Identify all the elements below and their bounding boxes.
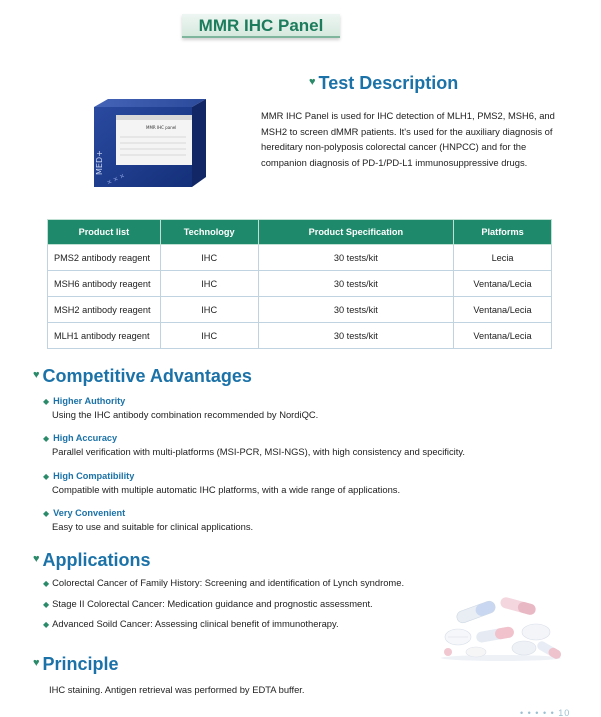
diamond-icon: ◆	[43, 472, 50, 481]
cell-platforms: Lecia	[454, 245, 552, 271]
heart-icon: ♥	[309, 76, 316, 89]
test-description-text: MMR IHC Panel is used for IHC detection of MLH1, PMS2, MSH6, and MSH2 to screen dMMR patients. It's used for the auxiliary diagnosis of hereditary non-polyposis colorectal cancer (HNPCC) and for the companion diagnosis of PD-1/PD-L1 immunosuppressive drugs.	[261, 110, 555, 168]
application-item	[43, 617, 339, 632]
cell-specification: 30 tests/kit	[258, 297, 454, 323]
header-product-specification: Product Specification	[258, 220, 454, 245]
cell-technology: IHC	[160, 323, 258, 349]
advantage-item	[43, 507, 253, 534]
applications-heading	[33, 549, 151, 572]
heart-icon: ♥	[33, 657, 40, 670]
table-row	[48, 323, 552, 349]
page-number-value: 10	[558, 708, 571, 717]
application-label: Colorectal Cancer of Family History	[52, 577, 200, 588]
application-text: : Screening and identification of Lynch syndrome.	[199, 577, 405, 588]
svg-text:✕ ✕ ✕: ✕ ✕ ✕	[105, 172, 126, 187]
advantage-title: High Compatibility	[53, 471, 135, 481]
table-row	[48, 297, 552, 323]
product-table	[47, 219, 552, 349]
diamond-icon: ◆	[43, 579, 50, 588]
cell-specification: 30 tests/kit	[258, 323, 454, 349]
cell-technology: IHC	[160, 245, 258, 271]
test-description-heading-text: Test Description	[318, 73, 459, 93]
diamond-icon: ◆	[43, 397, 50, 406]
heart-icon: ♥	[33, 553, 40, 566]
diamond-icon: ◆	[43, 509, 50, 518]
pills-illustration	[436, 592, 566, 662]
application-label: Stage II Colorectal Cancer	[52, 598, 163, 609]
cell-platforms: Ventana/Lecia	[454, 271, 552, 297]
cell-product: MSH6 antibody reagent	[48, 271, 161, 297]
diamond-icon: ◆	[43, 620, 50, 629]
principle-heading	[33, 653, 119, 676]
table-row	[48, 245, 552, 271]
advantage-item	[43, 395, 318, 422]
cell-specification: 30 tests/kit	[258, 245, 454, 271]
advantage-desc: Easy to use and suitable for clinical applications.	[52, 521, 254, 532]
advantage-desc: Compatible with multiple automatic IHC platforms, with a wide range of applications.	[52, 484, 401, 495]
advantage-title: Higher Authority	[53, 396, 126, 406]
box-label-text: MMR IHC panel	[146, 125, 177, 130]
application-text: : Assessing clinical benefit of immunotherapy.	[150, 618, 339, 629]
applications-heading-text: Applications	[42, 550, 151, 570]
advantage-title: Very Convenient	[53, 508, 126, 518]
advantage-item	[43, 432, 465, 459]
advantage-desc: Parallel verification with multi-platforms (MSI-PCR, MSI-NGS), with high consistency and specificity.	[52, 446, 465, 457]
application-item	[43, 576, 404, 591]
header-product-list: Product list	[48, 220, 161, 245]
cell-product: MLH1 antibody reagent	[48, 323, 161, 349]
product-box-image	[88, 95, 208, 195]
cell-platforms: Ventana/Lecia	[454, 323, 552, 349]
cell-product: PMS2 antibody reagent	[48, 245, 161, 271]
header-technology: Technology	[160, 220, 258, 245]
principle-heading-text: Principle	[42, 654, 119, 674]
heart-icon: ♥	[33, 369, 40, 382]
cell-specification: 30 tests/kit	[258, 271, 454, 297]
page-number: • • • • • 10	[520, 708, 571, 717]
competitive-advantages-heading	[33, 365, 252, 388]
competitive-advantages-heading-text: Competitive Advantages	[42, 366, 252, 386]
page-title: MMR IHC Panel	[198, 16, 324, 35]
table-header-row	[48, 220, 552, 245]
application-item	[43, 597, 373, 612]
header-platforms: Platforms	[454, 220, 552, 245]
application-label: Advanced Soild Cancer	[52, 618, 151, 629]
cell-technology: IHC	[160, 297, 258, 323]
application-text: : Medication guidance and prognostic assessment.	[162, 598, 373, 609]
advantage-title: High Accuracy	[53, 433, 118, 443]
cell-technology: IHC	[160, 271, 258, 297]
cell-product: MSH2 antibody reagent	[48, 297, 161, 323]
advantage-item	[43, 470, 400, 497]
advantage-desc: Using the IHC antibody combination recommended by NordiQC.	[52, 409, 319, 420]
cell-platforms: Ventana/Lecia	[454, 297, 552, 323]
test-description-heading	[309, 72, 458, 95]
table-row	[48, 271, 552, 297]
diamond-icon: ◆	[43, 434, 50, 443]
principle-text: IHC staining. Antigen retrieval was performed by EDTA buffer.	[49, 684, 305, 695]
box-brand-text: MED+	[95, 150, 104, 175]
diamond-icon: ◆	[43, 600, 50, 609]
page-title-banner	[182, 10, 340, 42]
